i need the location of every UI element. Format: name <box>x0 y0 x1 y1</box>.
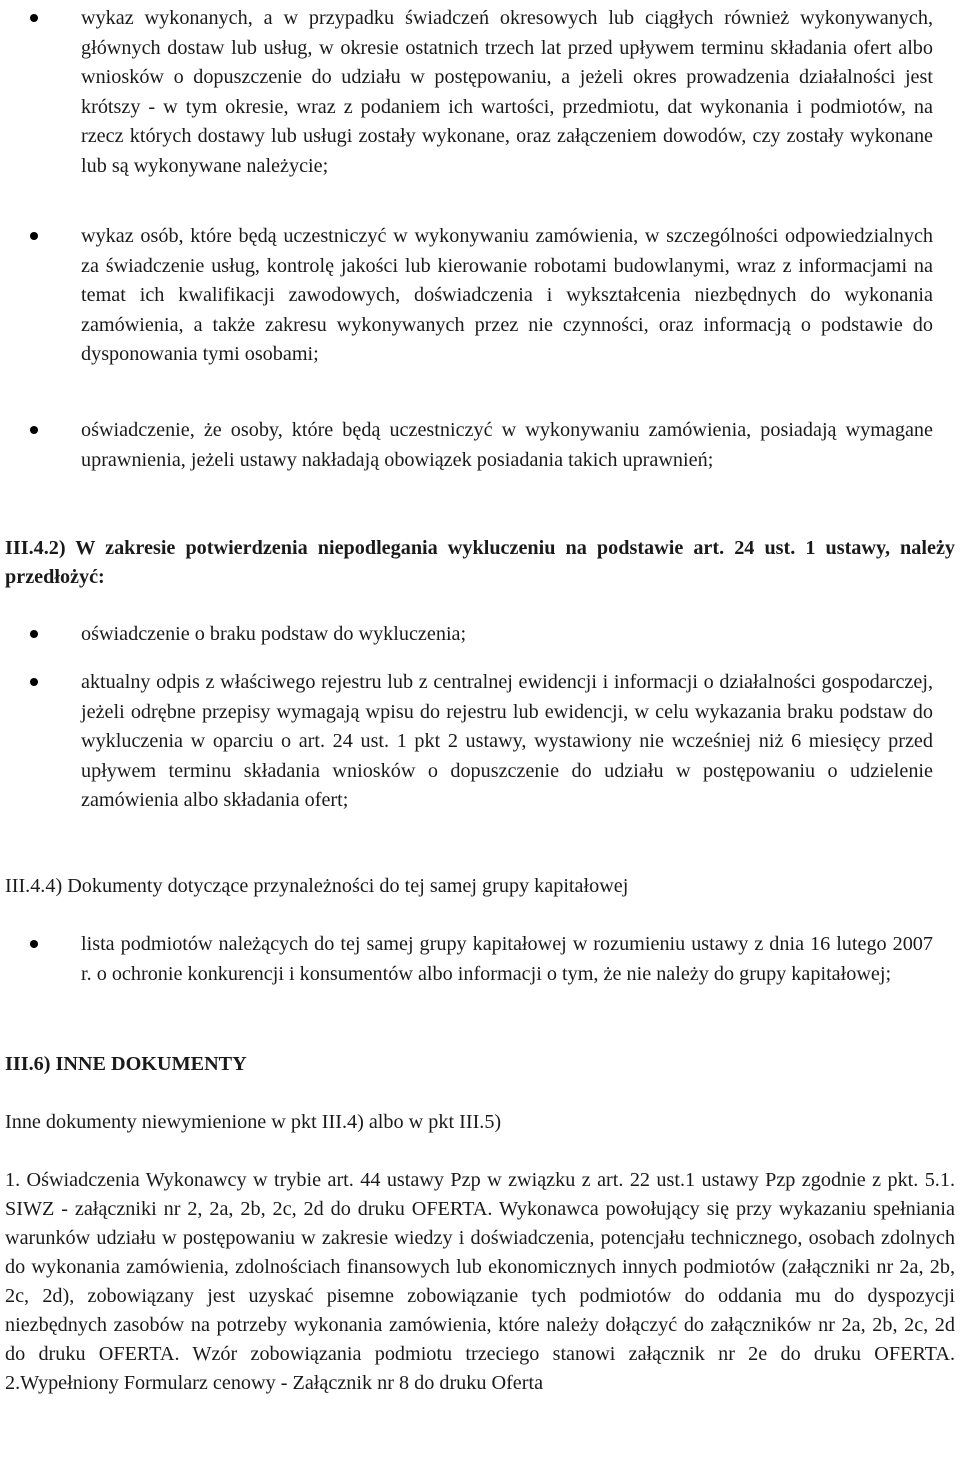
bullet-icon <box>30 678 38 686</box>
bullet-icon <box>30 232 38 240</box>
list-item-text: oświadczenie, że osoby, które będą uczestniczyć w wykonywaniu zamówienia, posiadają wymagane uprawnienia, jeżeli ustawy nakładają obowiązek posiadania takich uprawnień; <box>81 419 933 471</box>
list-item-text: oświadczenie o braku podstaw do wykluczenia; <box>81 623 467 645</box>
list-item-text: lista podmiotów należących do tej samej grupy kapitałowej w rozumieniu ustawy z dnia 16 lutego 2007 r. o ochronie konkurencji i konsumentów albo informacji o tym, że nie należy do grupy kapitałowej; <box>81 933 933 985</box>
section-body: 1. Oświadczenia Wykonawcy w trybie art. 44 ustawy Pzp w związku z art. 22 ust.1 ustawy Pzp zgodnie z pkt. 5.1. SIWZ - załączniki nr 2, 2a, 2b, 2c, 2d do druku OFERTA. Wykonawca powołujący się przy wykazaniu spełniania warunków udziału w postępowaniu w zakresie wiedzy i doświadczenia, potencjału technicznego, osobach zdolnych do wykonania zamówienia, zdolnościach finansowych lub ekonomicznych innych podmiotów (załączniki nr 2a, 2b, 2c, 2d), zobowiązany jest uzyskać pisemne zobowiązanie tych podmiotów do oddania mu do dyspozycji niezbędnych zasobów na potrzeby wykonania zamówienia, które należy dołączyć do załączników nr 2a, 2b, 2c, 2d do druku OFERTA. Wzór zobowiązania podmiotu trzeciego stanowi załącznik nr 2e do druku OFERTA. 2.Wypełniony Formularz cenowy - Załącznik nr 8 do druku Oferta <box>5 1169 955 1394</box>
bullet-icon <box>30 14 38 22</box>
section-intro: Inne dokumenty niewymienione w pkt III.4) albo w pkt III.5) <box>5 1111 502 1133</box>
bullet-icon <box>30 426 38 434</box>
section-heading: III.4.2) W zakresie potwierdzenia niepodlegania wykluczeniu na podstawie art. 24 ust. 1 ustawy, należy przedłożyć: <box>5 537 955 588</box>
bullet-icon <box>30 630 38 638</box>
section-heading: III.4.4) Dokumenty dotyczące przynależności do tej samej grupy kapitałowej <box>5 875 629 897</box>
list-item-text: aktualny odpis z właściwego rejestru lub z centralnej ewidencji i informacji o działalności gospodarczej, jeżeli odrębne przepisy wymagają wpisu do rejestru lub ewidencji, w celu wykazania braku podstaw do wykluczenia w oparciu o art. 24 ust. 1 pkt 2 ustawy, wystawiony nie wcześniej niż 6 miesięcy przed upływem terminu składania wniosków o dopuszczenie do udziału w postępowaniu o udzielenie zamówienia albo składania ofert; <box>81 671 933 811</box>
list-item-text: wykaz osób, które będą uczestniczyć w wykonywaniu zamówienia, w szczególności odpowiedzialnych za świadczenie usług, kontrolę jakości lub kierowanie robotami budowlanymi, wraz z informacjami na temat ich kwalifikacji zawodowych, doświadczenia i wykształcenia niezbędnych do wykonania zamówienia, a także zakresu wykonywanych przez nie czynności, oraz informacją o podstawie do dysponowania tymi osobami; <box>81 225 933 365</box>
list-item-text: wykaz wykonanych, a w przypadku świadczeń okresowych lub ciągłych również wykonywanych, głównych dostaw lub usług, w okresie ostatnich trzech lat przed upływem terminu składania ofert albo wniosków o dopuszczenie do udziału w postępowaniu, a jeżeli okres prowadzenia działalności jest krótszy - w tym okresie, wraz z podaniem ich wartości, przedmiotu, dat wykonania i podmiotów, na rzecz których dostawy lub usługi zostały wykonane, oraz załączeniem dowodów, czy zostały wykonane lub są wykonywane należycie; <box>81 7 933 177</box>
section-heading: III.6) INNE DOKUMENTY <box>5 1053 247 1075</box>
bullet-icon <box>30 940 38 948</box>
